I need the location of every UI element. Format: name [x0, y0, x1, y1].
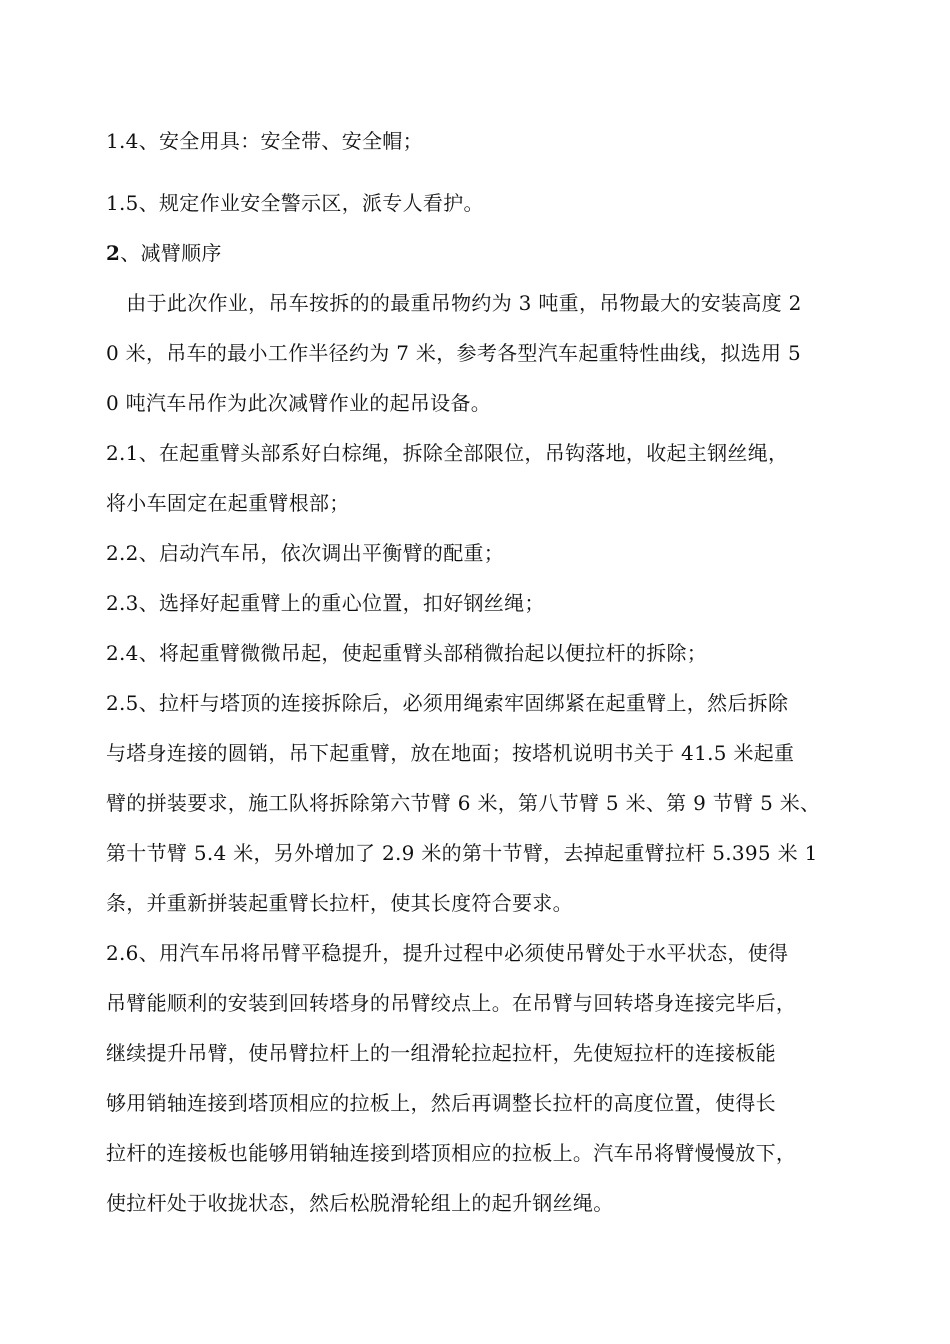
section-2-title: 、减臂顺序: [120, 241, 222, 265]
item-2-5-line-4: 第十节臂 5.4 米，另外增加了 2.9 米的第十节臂，去掉起重臂拉杆 5.395 米 1: [106, 841, 818, 865]
item-2-5-line-5: 条，并重新拼装起重臂长拉杆，使其长度符合要求。: [106, 891, 573, 915]
item-2-6-line-3: 继续提升吊臂，使吊臂拉杆上的一组滑轮拉起拉杆，先使短拉杆的连接板能: [106, 1041, 776, 1065]
item-2-6-line-1: 2.6、用汽车吊将吊臂平稳提升，提升过程中必须使吊臂处于水平状态，使得: [106, 941, 789, 965]
item-2-4: 2.4、将起重臂微微吊起，使起重臂头部稍微抬起以便拉杆的拆除；: [106, 641, 708, 665]
intro-line-1: 由于此次作业，吊车按拆的的最重吊物约为 3 吨重，吊物最大的安装高度 2: [106, 291, 802, 315]
section-2-number: 2: [106, 241, 121, 265]
item-2-5-line-2: 与塔身连接的圆销，吊下起重臂，放在地面；按塔机说明书关于 41.5 米起重: [106, 741, 795, 765]
item-2-5-line-1: 2.5、拉杆与塔顶的连接拆除后，必须用绳索牢固绑紧在起重臂上，然后拆除: [106, 691, 789, 715]
item-1-5: 1.5、规定作业安全警示区，派专人看护。: [106, 191, 484, 215]
item-2-1-line-2: 将小车固定在起重臂根部；: [106, 491, 350, 515]
item-2-6-line-4: 够用销轴连接到塔顶相应的拉板上，然后再调整长拉杆的高度位置，使得长: [106, 1091, 776, 1115]
section-2-heading: [106, 240, 222, 266]
item-2-1-line-1: 2.1、在起重臂头部系好白棕绳，拆除全部限位，吊钩落地，收起主钢丝绳，: [106, 441, 789, 465]
item-1-4: 1.4、安全用具：安全带、安全帽；: [106, 129, 423, 153]
item-2-6-line-5: 拉杆的连接板也能够用销轴连接到塔顶相应的拉板上。汽车吊将臂慢慢放下，: [106, 1141, 797, 1165]
intro-line-3: 0 吨汽车吊作为此次减臂作业的起吊设备。: [106, 391, 492, 415]
item-2-6-line-2: 吊臂能顺利的安装到回转塔身的吊臂绞点上。在吊臂与回转塔身连接完毕后，: [106, 991, 797, 1015]
item-2-6-line-6: 使拉杆处于收拢状态，然后松脱滑轮组上的起升钢丝绳。: [106, 1191, 614, 1215]
item-2-5-line-3: 臂的拼装要求，施工队将拆除第六节臂 6 米，第八节臂 5 米、第 9 节臂 5 米、: [106, 791, 821, 815]
intro-line-2: 0 米，吊车的最小工作半径约为 7 米，参考各型汽车起重特性曲线，拟选用 5: [106, 341, 802, 365]
item-2-3: 2.3、选择好起重臂上的重心位置，扣好钢丝绳；: [106, 591, 545, 615]
item-2-2: 2.2、启动汽车吊，依次调出平衡臂的配重；: [106, 541, 505, 565]
